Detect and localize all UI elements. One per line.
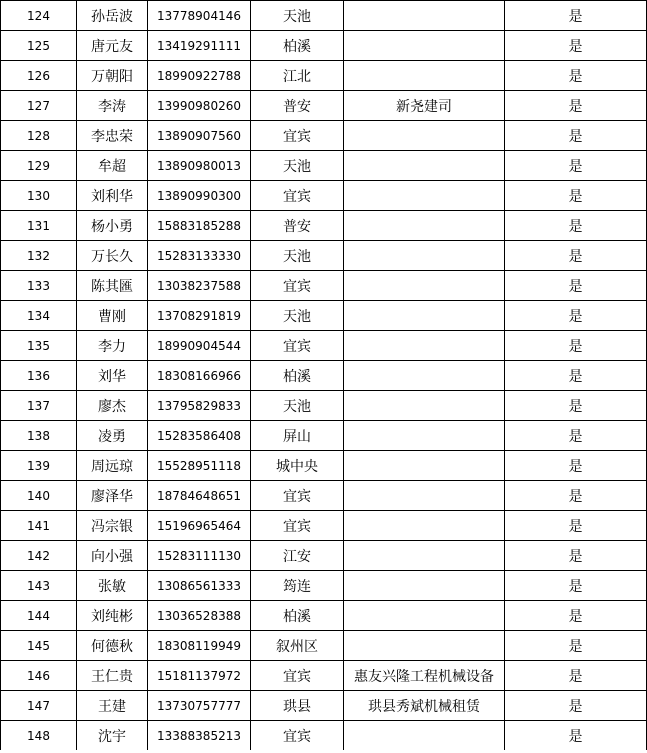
phone-cell: 18308166966 <box>148 361 251 391</box>
name-cell: 凌勇 <box>77 421 148 451</box>
flag-cell: 是 <box>505 91 647 121</box>
name-cell: 张敏 <box>77 571 148 601</box>
phone-cell: 13778904146 <box>148 1 251 31</box>
area-cell: 天池 <box>251 151 344 181</box>
table-row <box>1 211 647 241</box>
flag-cell: 是 <box>505 451 647 481</box>
company-cell <box>344 181 505 211</box>
table-row <box>1 631 647 661</box>
area-cell: 江北 <box>251 61 344 91</box>
table-row <box>1 571 647 601</box>
phone-cell: 15181137972 <box>148 661 251 691</box>
company-cell <box>344 631 505 661</box>
phone-cell: 13890990300 <box>148 181 251 211</box>
row-number-cell: 144 <box>1 601 77 631</box>
table-row <box>1 481 647 511</box>
company-cell: 惠友兴隆工程机械设备 <box>344 661 505 691</box>
phone-cell: 15283586408 <box>148 421 251 451</box>
area-cell: 宜宾 <box>251 721 344 751</box>
company-cell <box>344 301 505 331</box>
flag-cell: 是 <box>505 721 647 751</box>
company-cell <box>344 601 505 631</box>
area-cell: 普安 <box>251 211 344 241</box>
table-row <box>1 661 647 691</box>
table-row <box>1 721 647 751</box>
area-cell: 宜宾 <box>251 271 344 301</box>
area-cell: 柏溪 <box>251 601 344 631</box>
name-cell: 李忠荣 <box>77 121 148 151</box>
row-number-cell: 142 <box>1 541 77 571</box>
row-number-cell: 138 <box>1 421 77 451</box>
name-cell: 牟超 <box>77 151 148 181</box>
phone-cell: 13086561333 <box>148 571 251 601</box>
table-row <box>1 181 647 211</box>
phone-cell: 18990922788 <box>148 61 251 91</box>
phone-cell: 18308119949 <box>148 631 251 661</box>
area-cell: 天池 <box>251 1 344 31</box>
table-row <box>1 151 647 181</box>
row-number-cell: 139 <box>1 451 77 481</box>
row-number-cell: 147 <box>1 691 77 721</box>
name-cell: 刘华 <box>77 361 148 391</box>
company-cell <box>344 481 505 511</box>
name-cell: 廖杰 <box>77 391 148 421</box>
name-cell: 周远琼 <box>77 451 148 481</box>
phone-cell: 15883185288 <box>148 211 251 241</box>
area-cell: 筠连 <box>251 571 344 601</box>
phone-cell: 13036528388 <box>148 601 251 631</box>
row-number-cell: 146 <box>1 661 77 691</box>
company-cell <box>344 391 505 421</box>
phone-cell: 13795829833 <box>148 391 251 421</box>
row-number-cell: 132 <box>1 241 77 271</box>
table-row <box>1 241 647 271</box>
area-cell: 天池 <box>251 301 344 331</box>
area-cell: 宜宾 <box>251 511 344 541</box>
phone-cell: 13890980013 <box>148 151 251 181</box>
area-cell: 天池 <box>251 391 344 421</box>
area-cell: 宜宾 <box>251 481 344 511</box>
row-number-cell: 137 <box>1 391 77 421</box>
company-cell <box>344 61 505 91</box>
flag-cell: 是 <box>505 31 647 61</box>
phone-cell: 13730757777 <box>148 691 251 721</box>
row-number-cell: 124 <box>1 1 77 31</box>
flag-cell: 是 <box>505 511 647 541</box>
flag-cell: 是 <box>505 61 647 91</box>
flag-cell: 是 <box>505 241 647 271</box>
flag-cell: 是 <box>505 391 647 421</box>
table-row <box>1 1 647 31</box>
table-row <box>1 691 647 721</box>
company-cell <box>344 451 505 481</box>
row-number-cell: 129 <box>1 151 77 181</box>
phone-cell: 15196965464 <box>148 511 251 541</box>
row-number-cell: 134 <box>1 301 77 331</box>
table-row <box>1 121 647 151</box>
table-row <box>1 421 647 451</box>
phone-cell: 15528951118 <box>148 451 251 481</box>
flag-cell: 是 <box>505 1 647 31</box>
name-cell: 王仁贵 <box>77 661 148 691</box>
company-cell <box>344 721 505 751</box>
row-number-cell: 143 <box>1 571 77 601</box>
flag-cell: 是 <box>505 271 647 301</box>
table-row <box>1 541 647 571</box>
name-cell: 王建 <box>77 691 148 721</box>
name-cell: 李涛 <box>77 91 148 121</box>
phone-cell: 18990904544 <box>148 331 251 361</box>
table-row <box>1 391 647 421</box>
table-row <box>1 271 647 301</box>
row-number-cell: 135 <box>1 331 77 361</box>
company-cell <box>344 271 505 301</box>
flag-cell: 是 <box>505 571 647 601</box>
phone-cell: 15283133330 <box>148 241 251 271</box>
company-cell: 新尧建司 <box>344 91 505 121</box>
flag-cell: 是 <box>505 181 647 211</box>
flag-cell: 是 <box>505 421 647 451</box>
table-row <box>1 301 647 331</box>
table-row <box>1 451 647 481</box>
row-number-cell: 141 <box>1 511 77 541</box>
table-row <box>1 31 647 61</box>
flag-cell: 是 <box>505 541 647 571</box>
company-cell: 珙县秀斌机械租赁 <box>344 691 505 721</box>
area-cell: 城中央 <box>251 451 344 481</box>
phone-cell: 15283111130 <box>148 541 251 571</box>
company-cell <box>344 421 505 451</box>
flag-cell: 是 <box>505 121 647 151</box>
table-row <box>1 331 647 361</box>
company-cell <box>344 211 505 241</box>
flag-cell: 是 <box>505 481 647 511</box>
table-body <box>1 1 647 751</box>
area-cell: 宜宾 <box>251 331 344 361</box>
table-row <box>1 601 647 631</box>
company-cell <box>344 151 505 181</box>
row-number-cell: 145 <box>1 631 77 661</box>
name-cell: 冯宗银 <box>77 511 148 541</box>
phone-cell: 13419291111 <box>148 31 251 61</box>
area-cell: 普安 <box>251 91 344 121</box>
table-row <box>1 361 647 391</box>
company-cell <box>344 511 505 541</box>
name-cell: 杨小勇 <box>77 211 148 241</box>
company-cell <box>344 361 505 391</box>
area-cell: 江安 <box>251 541 344 571</box>
name-cell: 廖泽华 <box>77 481 148 511</box>
flag-cell: 是 <box>505 361 647 391</box>
name-cell: 刘利华 <box>77 181 148 211</box>
area-cell: 宜宾 <box>251 661 344 691</box>
phone-cell: 13990980260 <box>148 91 251 121</box>
row-number-cell: 128 <box>1 121 77 151</box>
area-cell: 屏山 <box>251 421 344 451</box>
row-number-cell: 127 <box>1 91 77 121</box>
row-number-cell: 148 <box>1 721 77 751</box>
flag-cell: 是 <box>505 601 647 631</box>
flag-cell: 是 <box>505 661 647 691</box>
table-row <box>1 91 647 121</box>
row-number-cell: 131 <box>1 211 77 241</box>
company-cell <box>344 31 505 61</box>
table-row <box>1 511 647 541</box>
area-cell: 柏溪 <box>251 361 344 391</box>
company-cell <box>344 241 505 271</box>
area-cell: 柏溪 <box>251 31 344 61</box>
name-cell: 万长久 <box>77 241 148 271</box>
row-number-cell: 140 <box>1 481 77 511</box>
phone-cell: 13708291819 <box>148 301 251 331</box>
flag-cell: 是 <box>505 301 647 331</box>
name-cell: 陈其匯 <box>77 271 148 301</box>
company-cell <box>344 1 505 31</box>
row-number-cell: 126 <box>1 61 77 91</box>
area-cell: 宜宾 <box>251 121 344 151</box>
name-cell: 何德秋 <box>77 631 148 661</box>
name-cell: 万朝阳 <box>77 61 148 91</box>
phone-cell: 13038237588 <box>148 271 251 301</box>
name-cell: 唐元友 <box>77 31 148 61</box>
row-number-cell: 130 <box>1 181 77 211</box>
name-cell: 沈宇 <box>77 721 148 751</box>
company-cell <box>344 331 505 361</box>
name-cell: 向小强 <box>77 541 148 571</box>
name-cell: 孙岳波 <box>77 1 148 31</box>
flag-cell: 是 <box>505 151 647 181</box>
area-cell: 宜宾 <box>251 181 344 211</box>
table-row <box>1 61 647 91</box>
area-cell: 珙县 <box>251 691 344 721</box>
flag-cell: 是 <box>505 631 647 661</box>
name-cell: 曹刚 <box>77 301 148 331</box>
area-cell: 天池 <box>251 241 344 271</box>
flag-cell: 是 <box>505 331 647 361</box>
phone-cell: 13388385213 <box>148 721 251 751</box>
phone-cell: 18784648651 <box>148 481 251 511</box>
flag-cell: 是 <box>505 691 647 721</box>
row-number-cell: 136 <box>1 361 77 391</box>
name-cell: 李力 <box>77 331 148 361</box>
phone-cell: 13890907560 <box>148 121 251 151</box>
name-cell: 刘纯彬 <box>77 601 148 631</box>
area-cell: 叙州区 <box>251 631 344 661</box>
company-cell <box>344 121 505 151</box>
company-cell <box>344 541 505 571</box>
row-number-cell: 133 <box>1 271 77 301</box>
row-number-cell: 125 <box>1 31 77 61</box>
company-cell <box>344 571 505 601</box>
flag-cell: 是 <box>505 211 647 241</box>
